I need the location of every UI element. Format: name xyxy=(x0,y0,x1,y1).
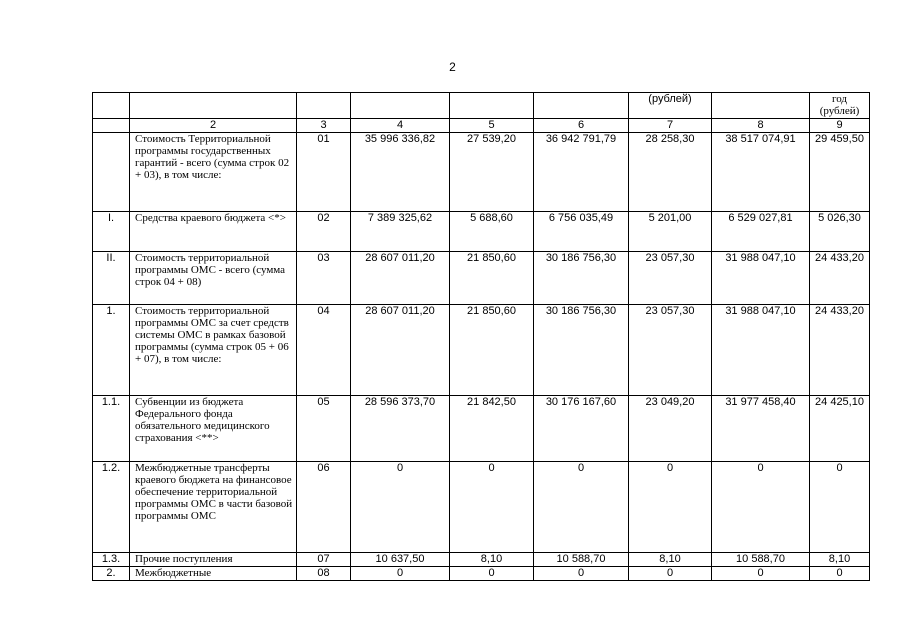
cell-value: 0 xyxy=(810,567,870,581)
cell-value: 0 xyxy=(629,462,712,553)
row-number: 1.1. xyxy=(93,396,130,462)
cell-value: 31 988 047,10 xyxy=(712,252,810,305)
table-row xyxy=(93,396,870,462)
cell-value: 24 425,10 xyxy=(810,396,870,462)
cell-value: 0 xyxy=(534,567,629,581)
cell-value: 21 850,60 xyxy=(450,252,534,305)
cell-value: 24 433,20 xyxy=(810,252,870,305)
cell-value: 0 xyxy=(450,567,534,581)
header-cell-empty xyxy=(450,93,534,119)
cell-value: 23 057,30 xyxy=(629,305,712,396)
header-cell-empty xyxy=(297,93,351,119)
cell-value: 38 517 074,91 xyxy=(712,133,810,212)
cell-value: 23 049,20 xyxy=(629,396,712,462)
header-cell-empty xyxy=(351,93,450,119)
page-number: 2 xyxy=(449,60,456,74)
cell-value: 28 607 011,20 xyxy=(351,305,450,396)
row-number: 1.2. xyxy=(93,462,130,553)
header-cell-empty xyxy=(534,93,629,119)
row-number: 1.3. xyxy=(93,553,130,567)
cell-value: 23 057,30 xyxy=(629,252,712,305)
column-number-cell: 4 xyxy=(351,119,450,133)
row-label: Прочие поступления xyxy=(130,553,297,567)
header-cell-empty xyxy=(130,93,297,119)
row-label: Межбюджетные xyxy=(130,567,297,581)
cell-value: 28 607 011,20 xyxy=(351,252,450,305)
row-number xyxy=(93,133,130,212)
cell-value: 35 996 336,82 xyxy=(351,133,450,212)
cell-value: 0 xyxy=(351,567,450,581)
column-number-cell: 7 xyxy=(629,119,712,133)
cell-value: 30 186 756,30 xyxy=(534,252,629,305)
table-row xyxy=(93,133,870,212)
cell-value: 0 xyxy=(712,462,810,553)
cell-value: 21 850,60 xyxy=(450,305,534,396)
row-label: Стоимость территориальной программы ОМС - всего (сумма строк 04 + 08) xyxy=(130,252,297,305)
header-row xyxy=(93,93,870,119)
column-number-cell: 2 xyxy=(130,119,297,133)
cell-value: 8,10 xyxy=(629,553,712,567)
cell-value: 0 xyxy=(810,462,870,553)
row-code: 07 xyxy=(297,553,351,567)
table-row xyxy=(93,553,870,567)
cell-value: 21 842,50 xyxy=(450,396,534,462)
row-label: Межбюджетные трансферты краевого бюджета на финансовое обеспечение территориальной программы ОМС в части базовой программы ОМС xyxy=(130,462,297,553)
cell-value: 5 026,30 xyxy=(810,212,870,252)
row-label: Субвенции из бюджета Федерального фонда обязательного медицинского страхования <**> xyxy=(130,396,297,462)
cell-value: 8,10 xyxy=(450,553,534,567)
cell-value: 30 176 167,60 xyxy=(534,396,629,462)
units-label: (рублей) xyxy=(629,93,712,119)
row-number: 2. xyxy=(93,567,130,581)
cell-value: 31 988 047,10 xyxy=(712,305,810,396)
column-number-cell xyxy=(93,119,130,133)
cell-value: 10 588,70 xyxy=(534,553,629,567)
row-number: II. xyxy=(93,252,130,305)
cell-value: 6 756 035,49 xyxy=(534,212,629,252)
cell-value: 30 186 756,30 xyxy=(534,305,629,396)
cell-value: 10 637,50 xyxy=(351,553,450,567)
cell-value: 29 459,50 xyxy=(810,133,870,212)
table-row xyxy=(93,212,870,252)
row-code: 01 xyxy=(297,133,351,212)
cell-value: 28 258,30 xyxy=(629,133,712,212)
row-number: I. xyxy=(93,212,130,252)
column-number-cell: 5 xyxy=(450,119,534,133)
row-code: 03 xyxy=(297,252,351,305)
table-row xyxy=(93,252,870,305)
row-code: 08 xyxy=(297,567,351,581)
cell-value: 6 529 027,81 xyxy=(712,212,810,252)
cell-value: 27 539,20 xyxy=(450,133,534,212)
cell-value: 7 389 325,62 xyxy=(351,212,450,252)
cell-value: 31 977 458,40 xyxy=(712,396,810,462)
cell-value: 0 xyxy=(712,567,810,581)
cell-value: 0 xyxy=(351,462,450,553)
column-number-cell: 3 xyxy=(297,119,351,133)
cell-value: 5 688,60 xyxy=(450,212,534,252)
row-code: 06 xyxy=(297,462,351,553)
table-row xyxy=(93,305,870,396)
cell-value: 36 942 791,79 xyxy=(534,133,629,212)
cell-value: 0 xyxy=(450,462,534,553)
cell-value: 8,10 xyxy=(810,553,870,567)
column-number-cell: 6 xyxy=(534,119,629,133)
table-row xyxy=(93,462,870,553)
row-code: 05 xyxy=(297,396,351,462)
year-header: год (рублей) xyxy=(810,93,870,119)
cell-value: 24 433,20 xyxy=(810,305,870,396)
row-label: Стоимость территориальной программы ОМС за счет средств системы ОМС в рамках базовой программы (сумма строк 05 + 06 + 07), в том числе: xyxy=(130,305,297,396)
column-numbers-row xyxy=(93,119,870,133)
row-number: 1. xyxy=(93,305,130,396)
row-code: 04 xyxy=(297,305,351,396)
cell-value: 0 xyxy=(629,567,712,581)
cell-value: 5 201,00 xyxy=(629,212,712,252)
cell-value: 10 588,70 xyxy=(712,553,810,567)
row-code: 02 xyxy=(297,212,351,252)
row-label: Стоимость Территориальной программы государственных гарантий - всего (сумма строк 02 + 03), в том числе: xyxy=(130,133,297,212)
column-number-cell: 8 xyxy=(712,119,810,133)
cell-value: 0 xyxy=(534,462,629,553)
header-cell-empty xyxy=(93,93,130,119)
column-number-cell: 9 xyxy=(810,119,870,133)
row-label: Средства краевого бюджета <*> xyxy=(130,212,297,252)
table-row xyxy=(93,567,870,581)
budget-table xyxy=(92,92,870,581)
cell-value: 28 596 373,70 xyxy=(351,396,450,462)
header-cell-empty xyxy=(712,93,810,119)
